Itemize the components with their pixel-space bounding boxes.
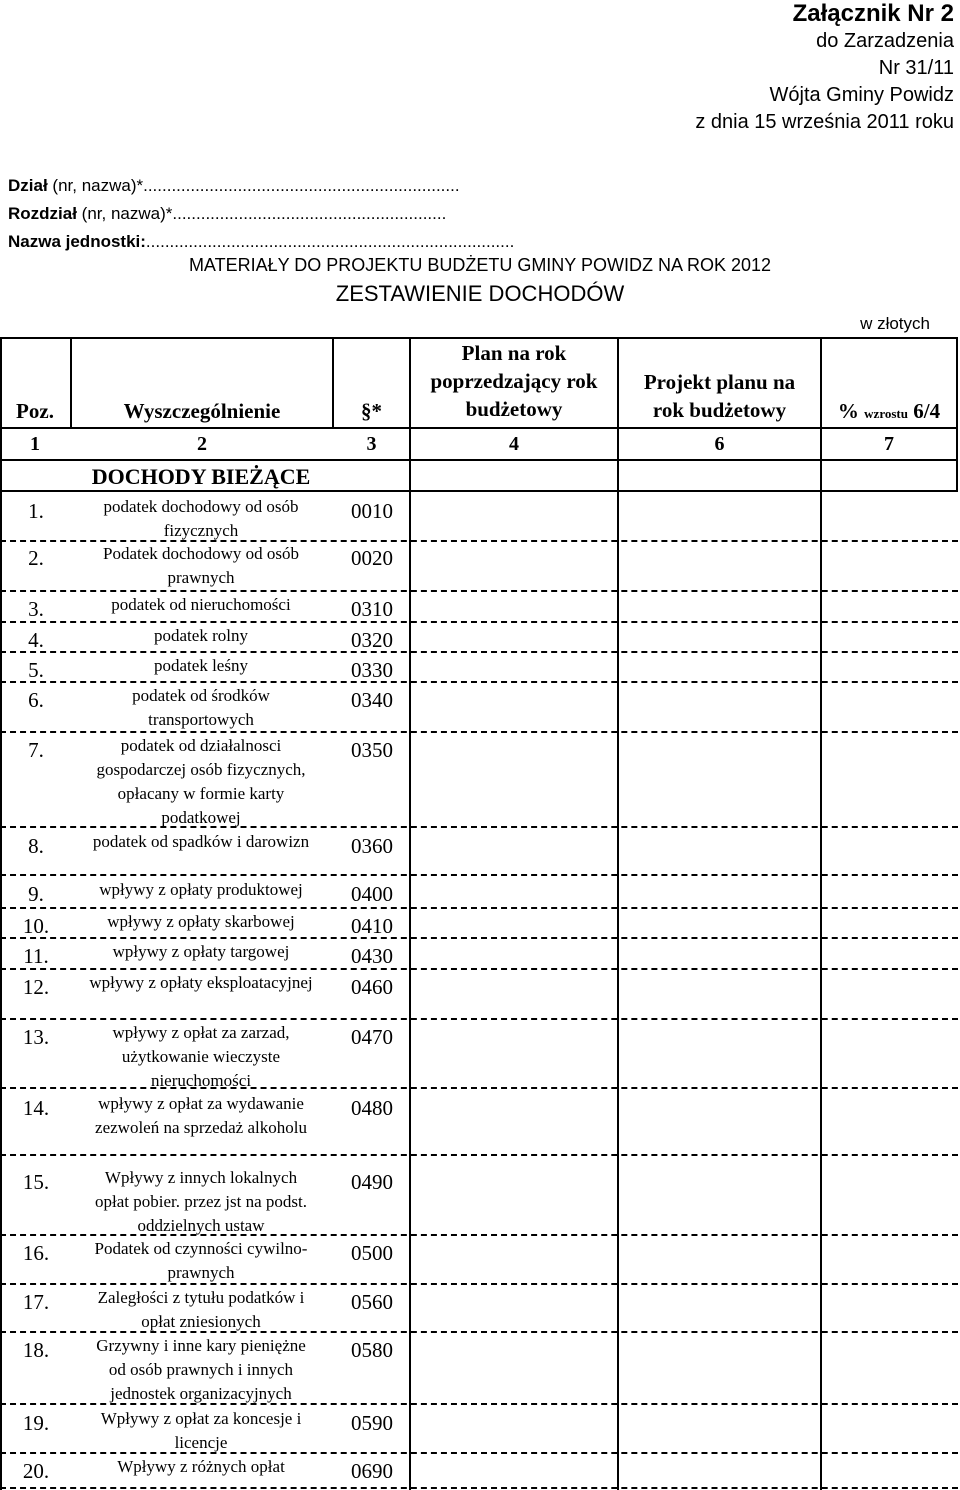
row-number: 13. — [22, 1025, 50, 1049]
document-title: MATERIAŁY DO PROJEKTU BUDŻETU GMINY POWIDZ NA ROK 2012 — [188, 255, 772, 275]
row-description — [72, 1237, 330, 1285]
row-description-line: fizycznych — [163, 521, 239, 540]
row-description-line: podatek od działalnosci — [120, 736, 282, 755]
header-wyszczegolnienie: Wyszczególnienie — [123, 399, 281, 423]
row-number: 11. — [23, 944, 49, 968]
attachment-title: Załącznik Nr 2 — [792, 0, 954, 27]
row-paragraph-code: 0360 — [351, 834, 393, 858]
nazwa-jednostki-value: .............................................................................. — [145, 232, 515, 251]
header-projekt — [619, 368, 820, 424]
row-paragraph-code: 0480 — [351, 1096, 393, 1120]
row-description — [72, 734, 330, 830]
row-paragraph-code: 0410 — [351, 914, 393, 938]
row-paragraph-code: 0340 — [351, 688, 393, 712]
row-number: 7. — [28, 738, 44, 762]
row-description — [72, 654, 330, 678]
row-description-line: gospodarczej osób fizycznych, — [96, 760, 306, 779]
row-description-line: opłacany w formie karty — [117, 784, 285, 803]
row-description — [72, 542, 330, 590]
row-paragraph-code: 0590 — [351, 1411, 393, 1435]
row-divider — [0, 874, 958, 876]
row-description-line: jednostek organizacyjnych — [110, 1384, 292, 1403]
colnum-4: 4 — [509, 433, 519, 455]
row-description — [72, 910, 330, 934]
row-divider — [0, 621, 958, 623]
row-description-line: od osób prawnych i innych — [108, 1360, 294, 1379]
row-description-line: transportowych — [148, 710, 254, 729]
header-poz: Poz. — [16, 399, 54, 423]
row-description-line: wpływy z opłat za wydawanie — [98, 1094, 304, 1113]
row-description — [72, 684, 330, 732]
colnum-bottom-border — [0, 459, 958, 461]
row-number: 1. — [28, 499, 44, 523]
row-number: 16. — [22, 1241, 50, 1265]
row-paragraph-code: 0430 — [351, 944, 393, 968]
row-number: 17. — [22, 1290, 50, 1314]
row-paragraph-code: 0010 — [351, 499, 393, 523]
rozdzial-label: Rozdział — [8, 204, 77, 223]
row-description-line: Podatek dochodowy od osób — [103, 544, 299, 563]
row-description — [72, 878, 330, 902]
header-plan — [411, 339, 617, 423]
row-description-line: podatkowej — [161, 808, 241, 827]
row-description-line: Wpływy z innych lokalnych — [104, 1168, 298, 1187]
row-description-line: Wpływy z różnych opłat — [117, 1457, 285, 1476]
row-paragraph-code: 0490 — [351, 1170, 393, 1194]
header-projekt-line1: Projekt planu na — [643, 370, 796, 394]
row-description — [72, 1092, 330, 1140]
row-description — [72, 1166, 330, 1238]
row-paragraph-code: 0400 — [351, 882, 393, 906]
row-number: 12. — [22, 975, 50, 999]
row-number: 20. — [22, 1459, 50, 1483]
row-divider — [0, 681, 958, 683]
row-divider — [0, 540, 958, 542]
row-number: 6. — [28, 688, 44, 712]
row-divider — [0, 590, 958, 592]
row-divider — [0, 731, 958, 733]
header-paragraf: §* — [361, 399, 382, 423]
row-divider — [0, 1452, 958, 1454]
row-description-line: podatek od środków — [132, 686, 270, 705]
row-number: 14. — [22, 1096, 50, 1120]
row-description — [72, 940, 330, 964]
row-number: 4. — [28, 628, 44, 652]
col-border-left — [0, 337, 2, 1490]
document-header — [695, 0, 954, 136]
row-description — [72, 624, 330, 648]
row-number: 15. — [22, 1170, 50, 1194]
row-description — [72, 1334, 330, 1406]
row-description-line: podatek leśny — [154, 656, 248, 675]
income-table — [0, 337, 960, 1490]
row-paragraph-code: 0460 — [351, 975, 393, 999]
ordinance-line: do Zarzadzenia — [816, 30, 954, 52]
row-paragraph-code: 0020 — [351, 546, 393, 570]
col-border-projekt — [820, 337, 822, 1490]
row-description-line: podatek od spadków i darowizn — [92, 832, 310, 851]
document-subtitle: ZESTAWIENIE DOCHODÓW — [335, 281, 625, 306]
row-description-line: wpływy z opłaty produktowej — [99, 880, 303, 899]
section-title: DOCHODY BIEŻĄCE — [91, 464, 311, 489]
header-bottom-border — [0, 427, 958, 429]
row-description-line: wpływy z opłat za zarzad, — [112, 1023, 290, 1042]
row-divider — [0, 1283, 958, 1285]
row-divider — [0, 1487, 958, 1489]
row-description — [72, 1286, 330, 1334]
row-description-line: wpływy z opłaty targowej — [112, 942, 290, 961]
row-paragraph-code: 0580 — [351, 1338, 393, 1362]
row-description-line: nieruchomości — [150, 1071, 252, 1090]
row-number: 8. — [28, 834, 44, 858]
colnum-7: 7 — [884, 433, 894, 455]
row-description — [72, 1455, 330, 1479]
row-description-line: podatek rolny — [154, 626, 248, 645]
header-plan-line3: budżetowy — [465, 397, 563, 421]
header-wzrost-pct: % — [837, 399, 859, 423]
col-border-plan — [617, 337, 619, 1490]
dzial-label: Dział — [8, 176, 48, 195]
row-divider — [0, 907, 958, 909]
date-line: z dnia 15 września 2011 roku — [695, 111, 954, 133]
row-description-line: prawnych — [167, 568, 235, 587]
header-wzrost-word: wzrostu — [864, 406, 908, 421]
section-bottom-border — [0, 490, 958, 492]
row-number: 5. — [28, 658, 44, 682]
row-divider — [0, 1087, 958, 1089]
row-number: 10. — [22, 914, 50, 938]
rozdzial-field — [8, 204, 446, 224]
row-description-line: Podatek od czynności cywilno- — [94, 1239, 308, 1258]
row-description-line: opłat pobier. przez jst na podst. — [95, 1192, 307, 1211]
row-description-line: wpływy z opłaty skarbowej — [107, 912, 295, 931]
row-paragraph-code: 0310 — [351, 597, 393, 621]
row-description — [72, 971, 330, 995]
row-description-line: wpływy z opłaty eksploatacyjnej — [89, 973, 313, 992]
row-divider — [0, 651, 958, 653]
nazwa-jednostki-field — [8, 232, 514, 252]
row-number: 9. — [28, 882, 44, 906]
row-description — [72, 495, 330, 543]
row-divider — [0, 1018, 958, 1020]
row-divider — [0, 826, 958, 828]
row-description — [72, 1407, 330, 1455]
row-description-line: użytkowanie wieczyste — [121, 1047, 281, 1066]
col-border-right — [956, 337, 958, 492]
row-number: 19. — [22, 1411, 50, 1435]
header-plan-line1: Plan na rok — [461, 341, 567, 365]
row-description-line: Zaległości z tytułu podatków i — [97, 1288, 305, 1307]
row-description-line: zezwoleń na sprzedaż alkoholu — [95, 1118, 307, 1137]
header-projekt-line2: rok budżetowy — [652, 398, 787, 422]
row-paragraph-code: 0690 — [351, 1459, 393, 1483]
row-divider — [0, 1234, 958, 1236]
nazwa-jednostki-label: Nazwa jednostki: — [8, 232, 146, 251]
row-description-line: oddzielnych ustaw — [137, 1216, 265, 1235]
row-description-line: podatek dochodowy od osób — [103, 497, 299, 516]
dzial-field — [8, 176, 460, 196]
rozdzial-value: (nr, nazwa)*.......................................................... — [76, 204, 447, 223]
row-description-line: podatek od nieruchomości — [111, 595, 291, 614]
unit-label: w złotych — [860, 314, 930, 333]
row-paragraph-code: 0560 — [351, 1290, 393, 1314]
row-paragraph-code: 0500 — [351, 1241, 393, 1265]
colnum-3: 3 — [366, 433, 377, 455]
row-number: 2. — [28, 546, 44, 570]
row-description-line: Wpływy z opłat za koncesje i — [100, 1409, 302, 1428]
row-divider — [0, 1154, 958, 1156]
colnum-2: 2 — [197, 433, 207, 455]
row-divider — [0, 1331, 958, 1333]
row-description — [72, 1021, 330, 1093]
row-paragraph-code: 0320 — [351, 628, 393, 652]
row-paragraph-code: 0350 — [351, 738, 393, 762]
row-paragraph-code: 0470 — [351, 1025, 393, 1049]
header-wzrost-ratio: 6/4 — [913, 399, 941, 423]
row-description-line: licencje — [174, 1433, 228, 1452]
row-divider — [0, 1403, 958, 1405]
row-divider — [0, 968, 958, 970]
row-divider — [0, 937, 958, 939]
row-description — [72, 593, 330, 617]
row-number: 18. — [22, 1338, 50, 1362]
row-description-line: opłat zniesionych — [141, 1312, 261, 1331]
header-wzrost — [822, 397, 956, 428]
row-number: 3. — [28, 597, 44, 621]
row-description — [72, 830, 330, 854]
issuer-line: Wójta Gminy Powidz — [769, 84, 954, 106]
dzial-value: (nr, nazwa)*................................................................... — [47, 176, 460, 195]
colnum-1: 1 — [30, 433, 40, 455]
header-plan-line2: poprzedzający rok — [430, 369, 598, 393]
row-paragraph-code: 0330 — [351, 658, 393, 682]
row-description-line: Grzywny i inne kary pieniężne — [96, 1336, 306, 1355]
ordinance-number: Nr 31/11 — [878, 57, 954, 79]
row-description-line: prawnych — [167, 1263, 235, 1282]
colnum-6: 6 — [714, 433, 725, 455]
